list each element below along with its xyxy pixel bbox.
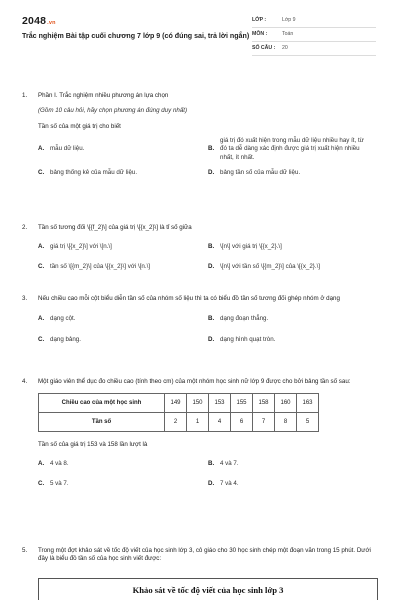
table-cell: 155	[231, 394, 253, 413]
option-letter: C.	[38, 262, 45, 270]
question-number: 1.	[22, 92, 28, 99]
table-cell: 160	[275, 394, 297, 413]
option-text: dạng bảng.	[50, 335, 81, 343]
option-letter: C.	[38, 480, 45, 488]
question-number: 5.	[22, 547, 28, 554]
meta-row-subject	[252, 28, 376, 42]
option-letter: D.	[208, 262, 215, 270]
table-cell: 2	[165, 413, 187, 432]
question-2	[22, 224, 378, 271]
question-subtext: Tần số của giá trị 153 và 158 lần lượt là	[38, 441, 148, 449]
option-c[interactable]	[38, 480, 208, 488]
meta-value: Toán	[282, 30, 294, 37]
meta-row-count	[252, 42, 376, 56]
table-cell: 4	[209, 413, 231, 432]
question-5	[22, 547, 378, 564]
question-number: 4.	[22, 378, 28, 385]
logo-text: 2048	[22, 15, 47, 27]
table-row	[39, 413, 319, 432]
option-letter: C.	[38, 335, 45, 343]
question-number: 3.	[22, 295, 28, 302]
option-d[interactable]	[208, 336, 378, 344]
table-cell: 163	[297, 394, 319, 413]
frequency-table	[38, 393, 319, 432]
question-text: Nếu chiều cao mỗi cột biểu diễn tần số của nhóm số liệu thì ta có biểu đồ tần số tương đối ghép nhóm ở dạng	[38, 295, 340, 302]
option-text: tần số \[{m_2}\] của \[{x_2}\] với \[n.\]	[50, 262, 151, 270]
table-cell: 153	[209, 394, 231, 413]
option-text: giá trị đó xuất hiện trong mẫu dữ liệu nhiều hay ít, từ đó ta dễ dàng xác định được giá trị xuất hiện nhiều nhất, ít nhất.	[220, 137, 364, 161]
option-d[interactable]	[208, 169, 378, 177]
meta-key: MÔN :	[252, 30, 268, 37]
meta-key: SỐ CÂU :	[252, 44, 276, 51]
meta-row-class	[252, 14, 376, 28]
option-text: dạng cột.	[50, 315, 76, 323]
option-text: giá trị \[{x_2}\] với \[n.\]	[50, 243, 112, 251]
meta-key: LỚP :	[252, 16, 267, 23]
table-header-cell: Chiều cao của một học sinh	[39, 394, 165, 413]
meta-info	[252, 14, 376, 56]
option-letter: A.	[38, 243, 45, 251]
option-text: dạng đoạn thẳng.	[220, 315, 269, 323]
table-row	[39, 394, 319, 413]
document-title: Trắc nghiệm Bài tập cuối chương 7 lớp 9 (có đúng sai, trả lời ngắn)	[22, 32, 250, 40]
option-letter: A.	[38, 459, 45, 467]
option-letter: A.	[38, 315, 45, 323]
option-b[interactable]	[208, 243, 378, 251]
option-b[interactable]	[208, 137, 378, 162]
option-letter: D.	[208, 480, 215, 488]
option-a[interactable]	[38, 460, 208, 468]
option-text: \[n\] với giá trị \[{x_2}.\]	[220, 243, 282, 251]
option-text: 5 và 7.	[50, 480, 69, 488]
table-cell: 5	[297, 413, 319, 432]
option-c[interactable]	[38, 263, 208, 271]
option-text: \[n\] với tần số \[{m_2}\] của \[{x_2}.\]	[220, 262, 321, 270]
option-letter: D.	[208, 335, 215, 343]
meta-value: Lớp 9	[282, 16, 296, 23]
option-b[interactable]	[208, 460, 378, 468]
option-a[interactable]	[38, 243, 208, 251]
option-c[interactable]	[38, 169, 208, 177]
question-text: Tần số tương đối \[{f_2}\] của giá trị \[{x_2}\] là tỉ số giữa	[38, 224, 192, 231]
section-heading: Phần I. Trắc nghiệm nhiều phương án lựa chọn	[38, 92, 169, 99]
option-b[interactable]	[208, 315, 378, 323]
option-d[interactable]	[208, 480, 378, 488]
option-letter: D.	[208, 169, 215, 177]
option-letter: A.	[38, 145, 45, 153]
question-text: Một giáo viên thể dục đo chiều cao (tính theo cm) của một nhóm học sinh nữ lớp 9 được cho bởi bảng tần số sau:	[38, 378, 351, 385]
table-cell: 150	[187, 394, 209, 413]
question-3	[22, 295, 378, 344]
option-a[interactable]	[38, 315, 208, 323]
question-text: Trong một đợt khảo sát về tốc độ viết của học sinh lớp 3, cô giáo cho 30 học sinh chép một đoạn văn trong 15 phút. Dưới đây là biểu đồ tần số của học sinh viết được:	[38, 547, 371, 563]
option-text: 7 và 4.	[220, 480, 239, 488]
option-d[interactable]	[208, 263, 378, 271]
option-letter: B.	[208, 243, 215, 251]
question-number: 2.	[22, 224, 28, 231]
option-letter: B.	[208, 315, 215, 323]
question-4	[22, 378, 378, 488]
option-a[interactable]	[38, 137, 208, 162]
section-note: (Gồm 10 câu hỏi, hãy chọn phương án đúng duy nhất)	[38, 107, 188, 115]
table-cell: 158	[253, 394, 275, 413]
table-cell: 149	[165, 394, 187, 413]
meta-value: 20	[282, 44, 288, 51]
option-c[interactable]	[38, 336, 208, 344]
table-cell: 8	[275, 413, 297, 432]
option-text: 4 và 8.	[50, 459, 69, 467]
question-1	[22, 92, 378, 178]
logo-suffix: .vn	[47, 20, 56, 26]
site-logo[interactable]	[22, 14, 56, 28]
option-text: mẫu dữ liệu.	[50, 145, 85, 153]
option-text: bảng thống kê của mẫu dữ liệu.	[50, 169, 138, 177]
option-text: dạng hình quạt tròn.	[220, 335, 276, 343]
table-header-cell: Tần số	[39, 413, 165, 432]
option-letter: C.	[38, 169, 45, 177]
option-letter: B.	[208, 459, 215, 467]
option-text: bảng tần số của mẫu dữ liệu.	[220, 169, 301, 177]
table-cell: 1	[187, 413, 209, 432]
chart-frame	[38, 578, 378, 600]
table-cell: 6	[231, 413, 253, 432]
option-text: 4 và 7.	[220, 459, 239, 467]
chart-title: Khảo sát về tốc độ viết của học sinh lớp 3	[132, 585, 284, 595]
option-letter: B.	[208, 145, 215, 153]
table-cell: 7	[253, 413, 275, 432]
question-text: Tần số của một giá trị cho biết	[38, 122, 121, 130]
